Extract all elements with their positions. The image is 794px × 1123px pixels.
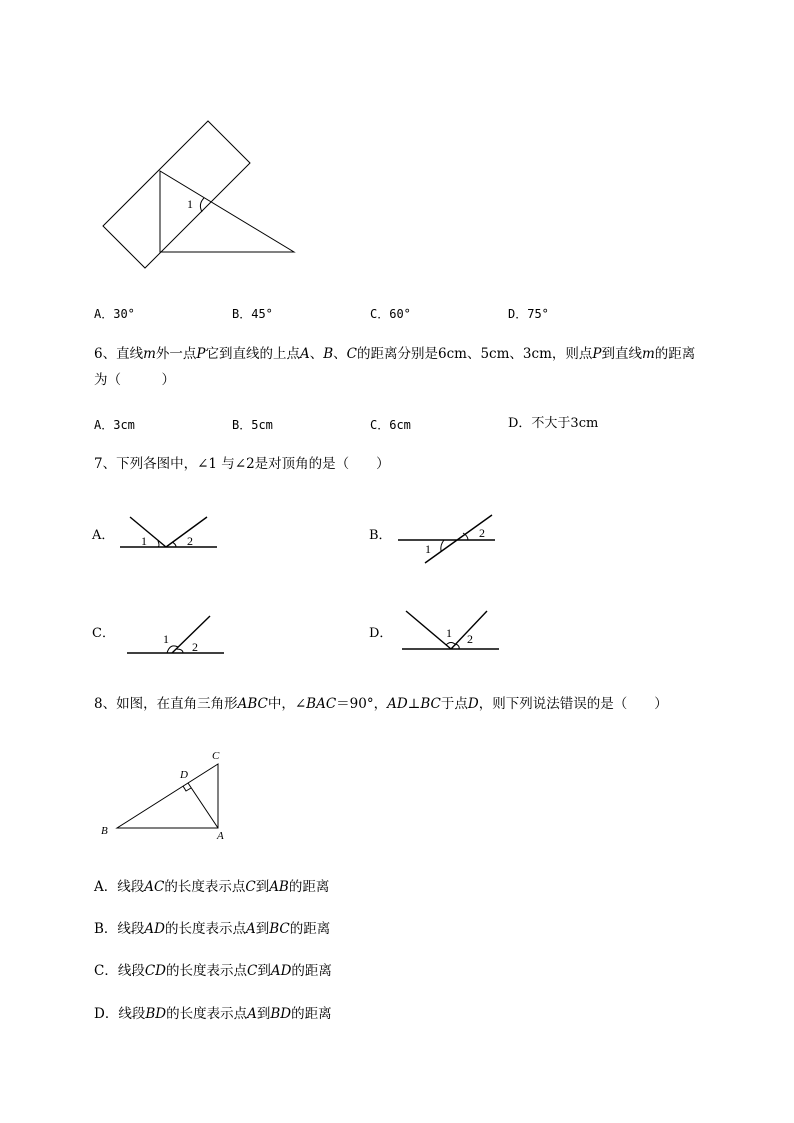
q8-opt-text: C．线段 [94,963,145,979]
q6-var: A [300,346,310,362]
q6-text: 外一点 [155,346,197,362]
q8-var: D [467,696,479,712]
q8-opt-text: 到 [256,1006,271,1022]
q8-opt-var: AB [269,879,289,895]
q5-option-c[interactable]: C．60° [370,307,411,321]
q7-option-b-letter[interactable]: B． [369,528,392,543]
q8-opt-text: 的距离 [291,1006,332,1022]
q5-option-a[interactable]: A．30° [94,307,135,321]
q8-opt-text: 的长度表示点 [164,879,246,895]
q8-opt-var: C [245,879,256,895]
q6-var: m [641,346,655,362]
q8-opt-text: 到 [255,921,270,937]
q6-option-b[interactable]: B．5cm [232,418,273,432]
q8-var: ABC [237,696,268,712]
q5-option-d[interactable]: D．75° [508,307,549,321]
q7-d-label-2: 2 [467,632,473,646]
q8-opt-var: BC [269,921,290,937]
q8-label-b: B [101,825,108,837]
q6-var: P [196,346,206,362]
q8-opt-text: 的长度表示点 [166,1006,248,1022]
q8-opt-var: CD [144,963,166,979]
q6-option-d[interactable]: D．不大于3cm [508,416,599,431]
q7-a-label-1: 1 [141,534,147,548]
q8-opt-text: 的距离 [289,921,331,937]
q6-var: C [346,346,358,362]
q8-opt-text: D．线段 [94,1006,146,1022]
q8-var: AD [387,696,408,712]
q8-opt-var: A [246,921,256,937]
q8-opt-text: 的长度表示点 [166,963,247,979]
q8-right-angle-mark [183,786,191,791]
q8-text: 于点 [440,696,468,712]
q7-option-d-letter[interactable]: D． [369,626,393,641]
q5-option-b[interactable]: B．45° [232,307,273,321]
q7-a-label-2: 2 [187,534,193,548]
q8-altitude-ad [188,783,218,828]
q8-opt-text: 的长度表示点 [165,921,246,937]
q6-text: 它到直线的上点 [205,346,300,362]
q8-text: ⊥ [407,696,421,712]
q6-option-a[interactable]: A．3cm [94,418,135,432]
q8-opt-text: 到 [257,963,271,979]
q6-var: m [143,346,156,362]
q7-option-c-letter[interactable]: C． [92,626,115,641]
q6-text: 到直线 [601,346,642,362]
q5-angle-label: 1 [187,197,193,211]
q8-opt-text: B．线段 [94,921,145,937]
q6-text: 6、直线 [94,346,144,362]
q7-c-label-2: 2 [192,640,198,654]
q8-opt-text: 的距离 [288,879,330,895]
q8-opt-var: AD [270,963,292,979]
q6-text: 、 [333,346,347,362]
q8-option-a[interactable] [94,879,329,895]
q8-var: BAC [306,696,337,712]
q6-text: 的距离 [654,346,696,362]
q7-b-label-1: 1 [425,542,431,556]
q8-var: BC [420,696,441,712]
q7-c-label-1: 1 [163,632,169,646]
q8-label-a: A [217,830,224,842]
q8-text: ，则下列说法错误的是（ ） [478,696,668,712]
q7-option-a-letter[interactable]: A． [92,528,115,543]
q8-option-b[interactable] [94,921,330,937]
q7-stem: 7、下列各图中，∠1 与∠2是对顶角的是（ ） [94,456,390,472]
q8-text: 8、如图，在直角三角形 [94,696,238,712]
q8-opt-var: BD [145,1006,167,1022]
q6-stem-line2: 为（ ） [94,372,175,388]
q6-var: P [592,346,602,362]
q6-text: 的距离分别是6cm、5cm、3cm，则点 [357,346,593,362]
q8-opt-var: A [247,1006,257,1022]
q8-opt-text: 到 [255,879,270,895]
q8-text: ＝90°， [336,696,388,712]
q8-opt-var: AD [144,921,165,937]
q8-option-d[interactable] [94,1006,332,1022]
q7-b-label-2: 2 [479,526,485,540]
q6-option-c[interactable]: C．6cm [370,418,411,432]
q8-label-d: D [180,769,188,781]
q6-var: B [323,346,334,362]
q6-text: 、 [309,346,324,362]
q8-opt-text: 的距离 [291,963,332,979]
q8-option-c[interactable] [94,963,332,979]
q8-opt-var: AC [144,879,165,895]
q8-opt-text: A．线段 [94,879,145,895]
q7-d-label-1: 1 [446,626,452,640]
q8-triangle [117,764,218,828]
q8-text: 中，∠ [267,696,307,712]
q8-label-c: C [212,750,220,762]
q8-opt-var: C [247,963,258,979]
q8-opt-var: BD [270,1006,292,1022]
